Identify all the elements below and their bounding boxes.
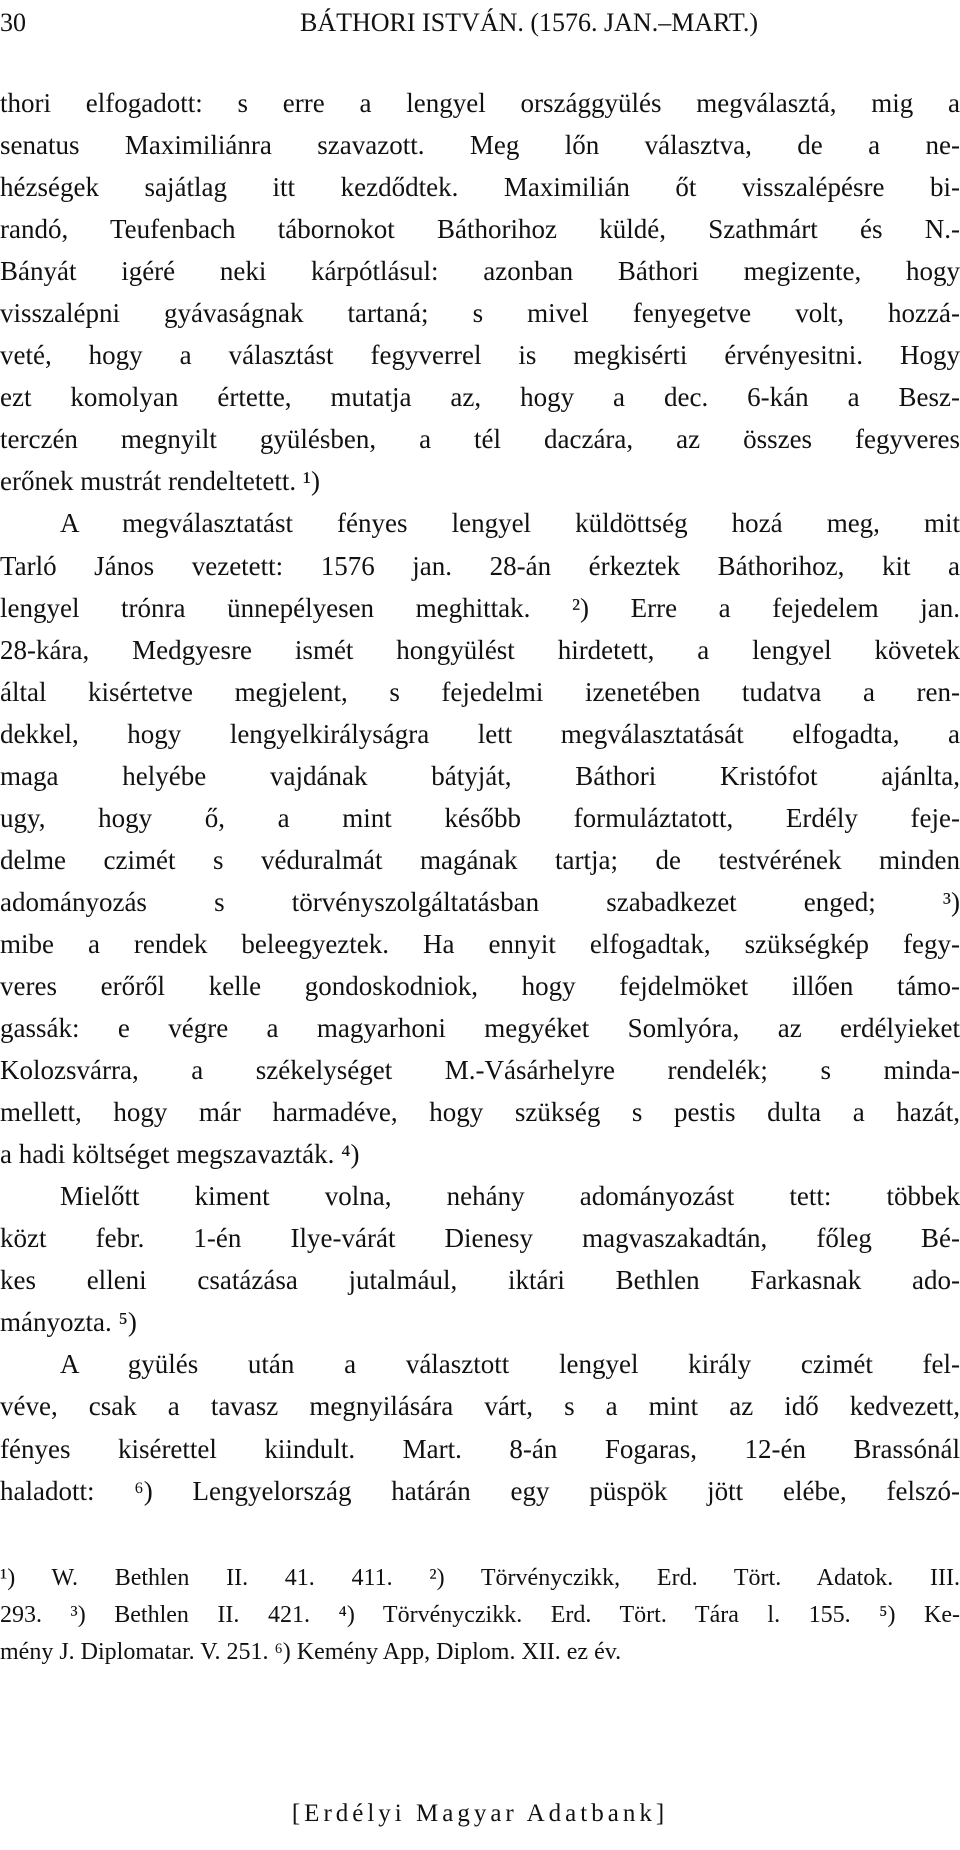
text-line: adományozás s törvényszolgáltatásban szabadkezet enged; ³) (0, 886, 960, 917)
text-line: Kolozsvárra, a székelységet M.-Vásárhelyre rendelék; s minda- (0, 1055, 960, 1086)
text-line: A megválasztatást fényes lengyel küldöttség hozá meg, mit (60, 508, 960, 539)
page-footer: [Erdélyi Magyar Adatbank] (291, 1800, 669, 1827)
text-line: erőnek mustrát rendeltetett. ¹) (0, 466, 320, 497)
footnote-line: 293. ³) Bethlen II. 421. ⁴) Törvényczikk. Erd. Tört. Tára l. 155. ⁵) Ke- (0, 1602, 960, 1628)
text-line: Bányát igéré neki kárpótlásul: azonban Báthori megizente, hogy (0, 256, 960, 287)
text-line: fényes kisérettel kiindult. Mart. 8-án Fogaras, 12-én Brassónál (0, 1433, 960, 1464)
text-line: által kisértetve megjelent, s fejedelmi izenetében tudatva a ren- (0, 676, 960, 707)
text-line: mellett, hogy már harmadéve, hogy szükség s pestis dulta a hazát, (0, 1097, 960, 1128)
text-line: senatus Maximiliánra szavazott. Meg lőn választva, de a ne- (0, 130, 960, 161)
footnote-line: ¹) W. Bethlen II. 41. 411. ²) Törvényczikk, Erd. Tört. Adatok. III. (0, 1565, 960, 1591)
text-line: veres erőről kelle gondoskodniok, hogy fejdelmöket illően támo- (0, 970, 960, 1001)
text-line: mibe a rendek beleegyeztek. Ha ennyit elfogadtak, szükségkép fegy- (0, 928, 960, 959)
body-text (0, 82, 960, 1512)
page-number: 30 (0, 8, 26, 37)
text-line: randó, Teufenbach tábornokot Báthorihoz küldé, Szathmárt és N.- (0, 214, 960, 245)
text-line: Mielőtt kiment volna, nehány adományozást tett: többek (60, 1181, 960, 1212)
text-line: közt febr. 1-én Ilye-várát Dienesy magvaszakadtán, főleg Bé- (0, 1223, 960, 1254)
text-line: véve, csak a tavasz megnyilására várt, s a mint az idő kedvezett, (0, 1391, 960, 1422)
text-line: dekkel, hogy lengyelkirályságra lett megválasztatását elfogadta, a (0, 718, 960, 749)
running-head: BÁTHORI ISTVÁN. (1576. JAN.–MART.) (300, 8, 758, 37)
text-line: thori elfogadott: s erre a lengyel országgyülés megválasztá, mig a (0, 88, 960, 118)
text-line: ugy, hogy ő, a mint később formuláztatott, Erdély feje- (0, 802, 960, 833)
text-line: maga helyébe vajdának bátyját, Báthori Kristófot ajánlta, (0, 760, 960, 791)
text-line: kes elleni csatázása jutalmául, iktári Bethlen Farkasnak ado- (0, 1265, 960, 1296)
text-line: hézségek sajátlag itt kezdődtek. Maximilián őt visszalépésre bi- (0, 172, 960, 203)
text-line: A gyülés után a választott lengyel király czimét fel- (60, 1349, 960, 1380)
footnote-line: mény J. Diplomatar. V. 251. ⁶) Kemény App, Diplom. XII. ez év. (0, 1639, 622, 1665)
text-line: visszalépni gyávaságnak tartaná; s mivel fenyegetve volt, hozzá- (0, 298, 960, 329)
text-line: terczén megnyilt gyülésben, a tél daczára, az összes fegyveres (0, 424, 960, 455)
text-line: mányozta. ⁵) (0, 1307, 137, 1338)
text-line: ezt komolyan értette, mutatja az, hogy a dec. 6-kán a Besz- (0, 382, 960, 413)
text-line: 28-kára, Medgyesre ismét hongyülést hirdetett, a lengyel követek (0, 634, 960, 665)
text-line: delme czimét s véduralmát magának tartja; de testvérének minden (0, 844, 960, 875)
text-line: Tarló János vezetett: 1576 jan. 28-án érkeztek Báthorihoz, kit a (0, 550, 960, 581)
page-header (0, 6, 960, 42)
text-line: lengyel trónra ünnepélyesen meghittak. ²) Erre a fejedelem jan. (0, 592, 960, 623)
text-line: a hadi költséget megszavazták. ⁴) (0, 1139, 360, 1170)
text-line: haladott: ⁶) Lengyelország határán egy püspök jött elébe, felszó- (0, 1475, 960, 1506)
text-line: veté, hogy a választást fegyverrel is megkisérti érvényesitni. Hogy (0, 340, 960, 371)
footnotes (0, 1560, 960, 1671)
text-line: gassák: e végre a magyarhoni megyéket Somlyóra, az erdélyieket (0, 1013, 960, 1044)
